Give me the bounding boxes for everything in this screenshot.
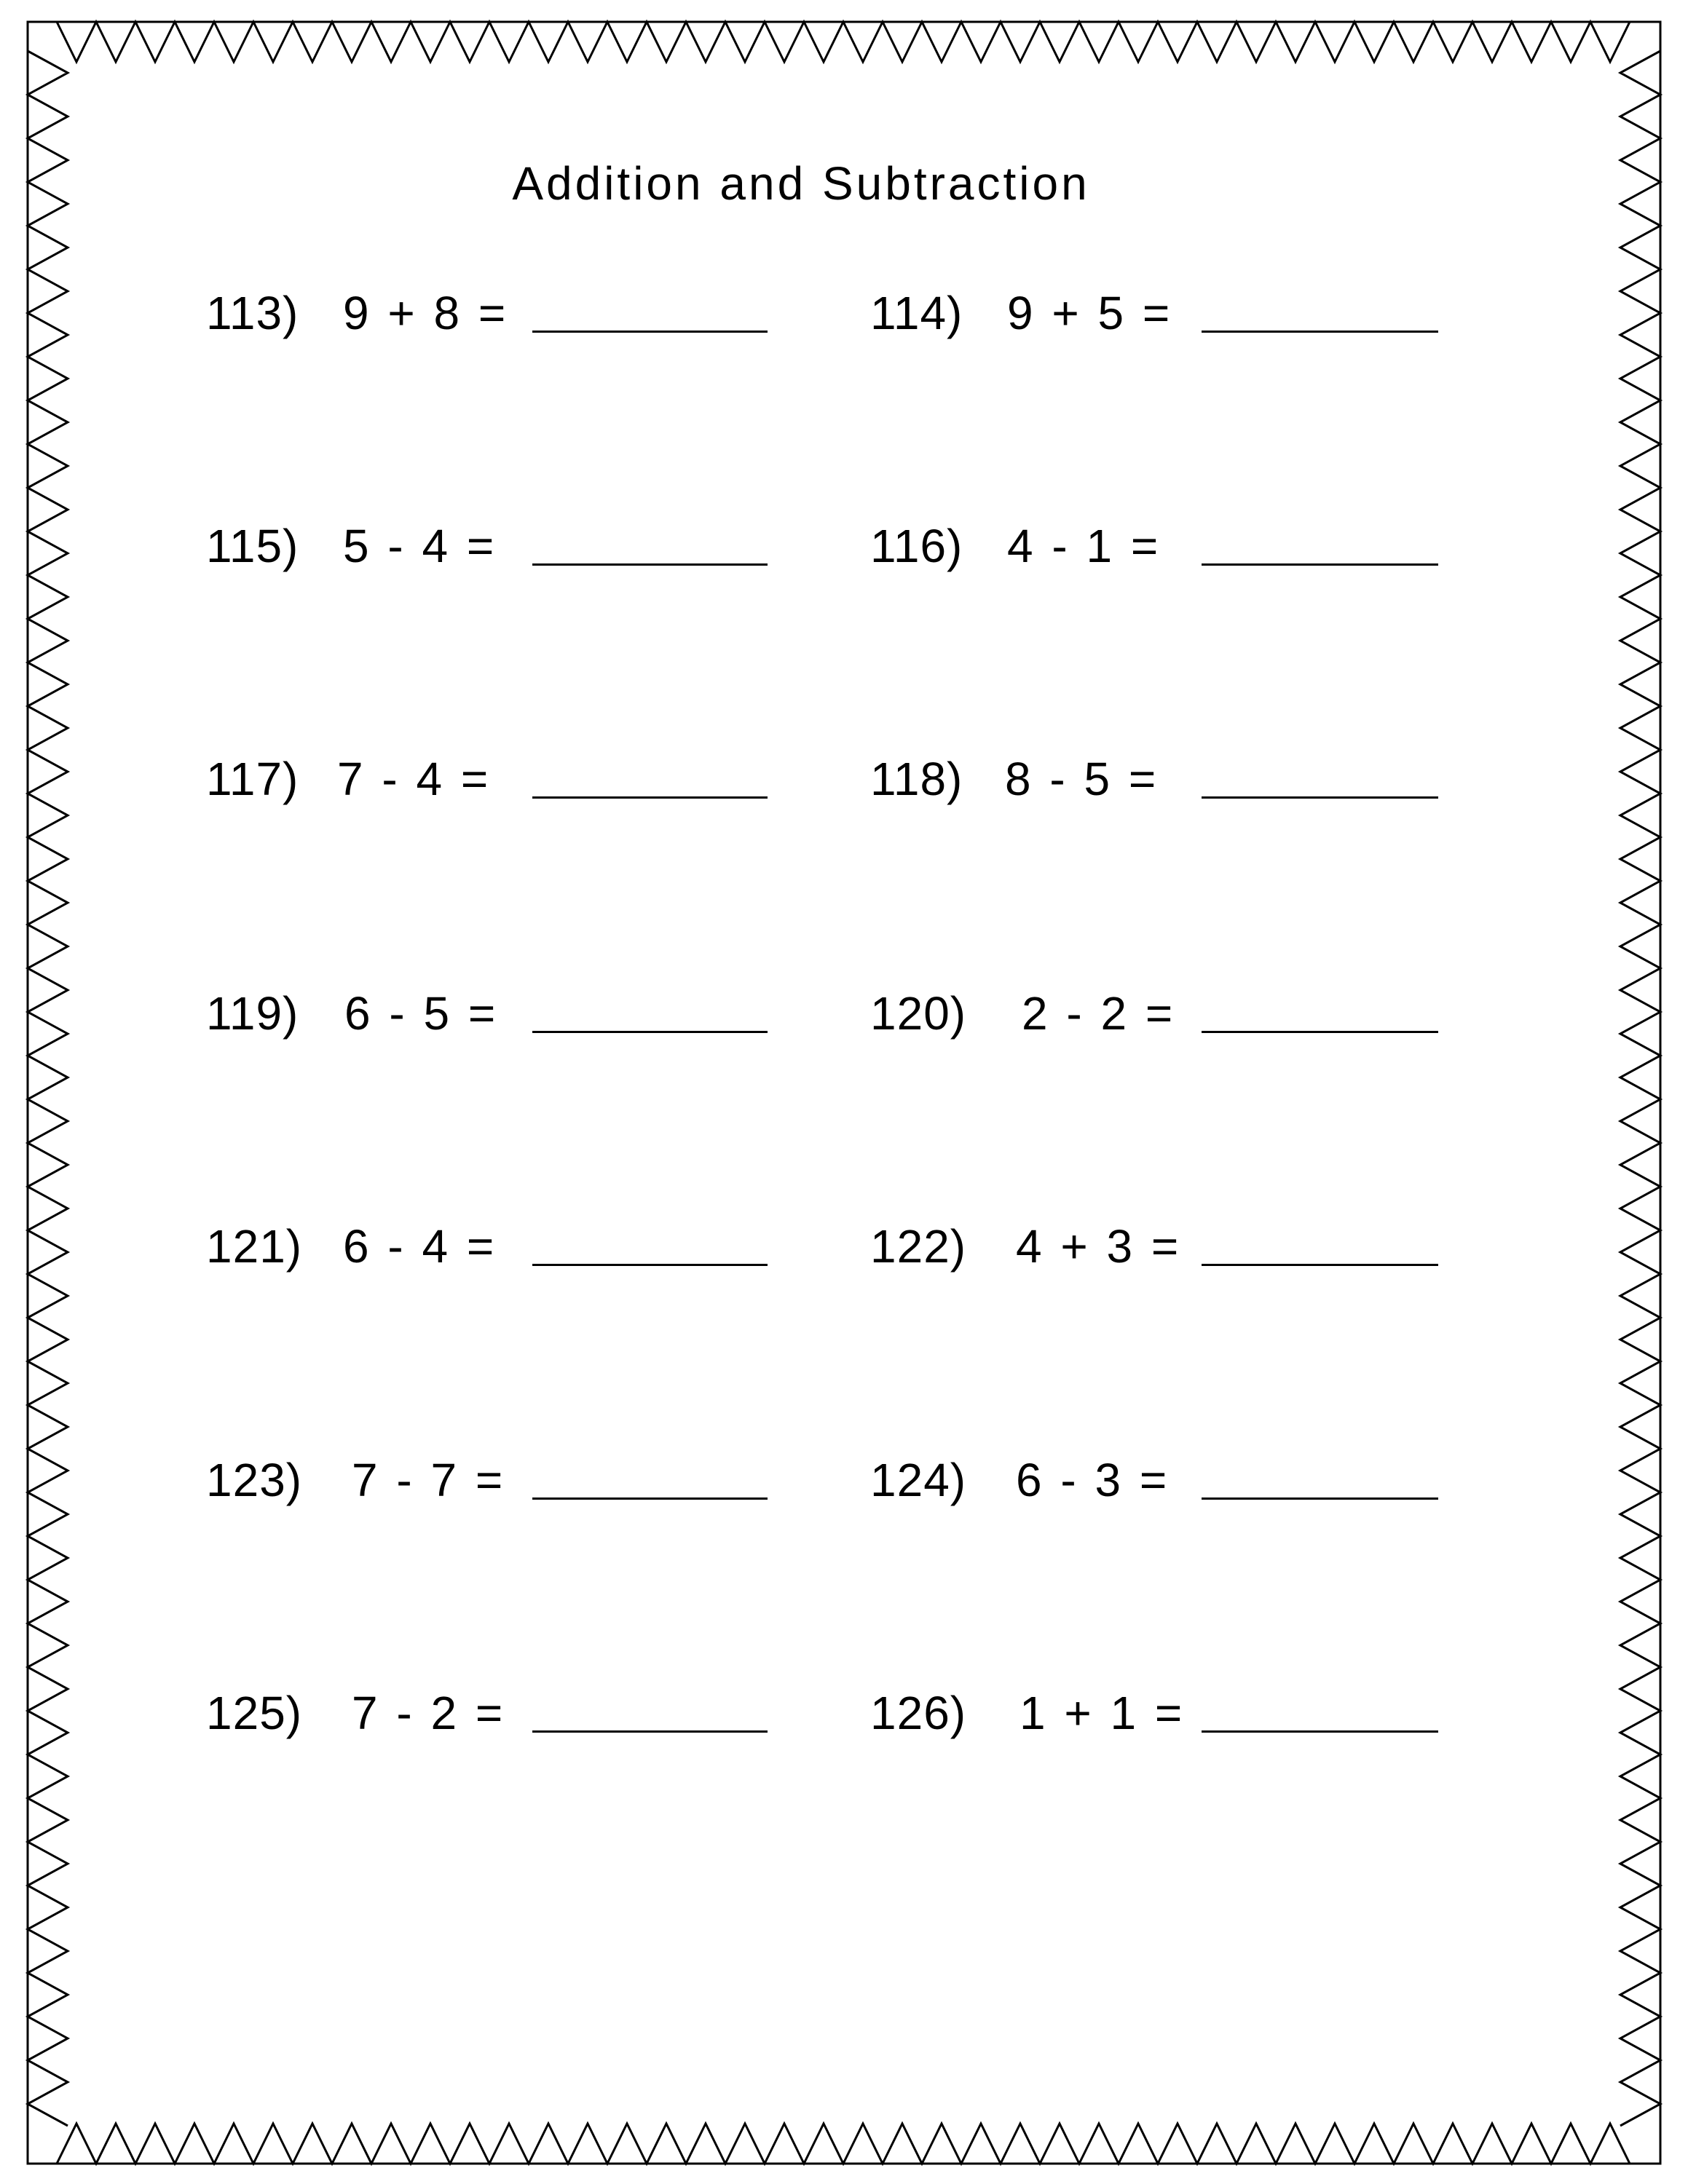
problem-number: 114) bbox=[870, 287, 963, 339]
answer-blank[interactable] bbox=[532, 563, 768, 566]
border-zigzag-top bbox=[57, 22, 1630, 62]
problem-expression: 6 - 3 = bbox=[1016, 1454, 1167, 1506]
problem-123 bbox=[206, 1451, 774, 1524]
problem-expression: 6 - 4 = bbox=[343, 1220, 494, 1273]
problem-120 bbox=[870, 984, 1453, 1057]
answer-blank[interactable] bbox=[1202, 1730, 1438, 1733]
problem-119 bbox=[206, 984, 774, 1057]
problem-124 bbox=[870, 1451, 1453, 1524]
answer-blank[interactable] bbox=[532, 1264, 768, 1266]
problem-number: 121) bbox=[206, 1220, 303, 1273]
answer-blank[interactable] bbox=[532, 331, 768, 333]
answer-blank[interactable] bbox=[532, 796, 768, 799]
answer-blank[interactable] bbox=[1202, 1264, 1438, 1266]
problem-expression: 6 - 5 = bbox=[344, 987, 496, 1040]
problem-expression: 8 - 5 = bbox=[1005, 753, 1156, 805]
answer-blank[interactable] bbox=[1202, 563, 1438, 566]
answer-blank[interactable] bbox=[1202, 796, 1438, 799]
problem-115 bbox=[206, 517, 774, 590]
problem-number: 118) bbox=[870, 753, 963, 805]
problem-expression: 7 - 4 = bbox=[337, 753, 489, 805]
problem-116 bbox=[870, 517, 1453, 590]
answer-blank[interactable] bbox=[532, 1730, 768, 1733]
problem-expression: 4 + 3 = bbox=[1016, 1220, 1179, 1273]
problem-expression: 2 - 2 = bbox=[1022, 987, 1173, 1040]
problem-number: 115) bbox=[206, 520, 299, 572]
problem-121 bbox=[206, 1217, 774, 1290]
problem-number: 119) bbox=[206, 987, 299, 1040]
answer-blank[interactable] bbox=[1202, 331, 1438, 333]
problem-expression: 7 - 7 = bbox=[352, 1454, 503, 1506]
problem-125 bbox=[206, 1684, 774, 1757]
problem-number: 116) bbox=[870, 520, 963, 572]
problem-117 bbox=[206, 750, 774, 823]
problem-122 bbox=[870, 1217, 1453, 1290]
problem-118 bbox=[870, 750, 1453, 823]
problem-expression: 9 + 5 = bbox=[1007, 287, 1170, 339]
border-zigzag-left bbox=[28, 51, 68, 2126]
border-zigzag-bottom bbox=[57, 2124, 1630, 2164]
problem-number: 120) bbox=[870, 987, 967, 1040]
answer-blank[interactable] bbox=[532, 1031, 768, 1033]
answer-blank[interactable] bbox=[1202, 1031, 1438, 1033]
problem-expression: 7 - 2 = bbox=[352, 1687, 503, 1739]
problem-114 bbox=[870, 284, 1453, 357]
problem-expression: 4 - 1 = bbox=[1007, 520, 1159, 572]
border-zigzag-right bbox=[1620, 51, 1660, 2126]
problem-number: 125) bbox=[206, 1687, 303, 1739]
problem-number: 126) bbox=[870, 1687, 967, 1739]
problem-number: 117) bbox=[206, 753, 299, 805]
problem-number: 123) bbox=[206, 1454, 303, 1506]
problem-126 bbox=[870, 1684, 1453, 1757]
answer-blank[interactable] bbox=[1202, 1497, 1438, 1500]
problem-number: 122) bbox=[870, 1220, 967, 1273]
problem-number: 113) bbox=[206, 287, 299, 339]
problem-113 bbox=[206, 284, 774, 357]
problem-number: 124) bbox=[870, 1454, 967, 1506]
problem-expression: 1 + 1 = bbox=[1019, 1687, 1183, 1739]
answer-blank[interactable] bbox=[532, 1497, 768, 1500]
problem-expression: 9 + 8 = bbox=[343, 287, 506, 339]
problem-expression: 5 - 4 = bbox=[343, 520, 494, 572]
worksheet-title: Addition and Subtraction bbox=[512, 157, 1090, 210]
